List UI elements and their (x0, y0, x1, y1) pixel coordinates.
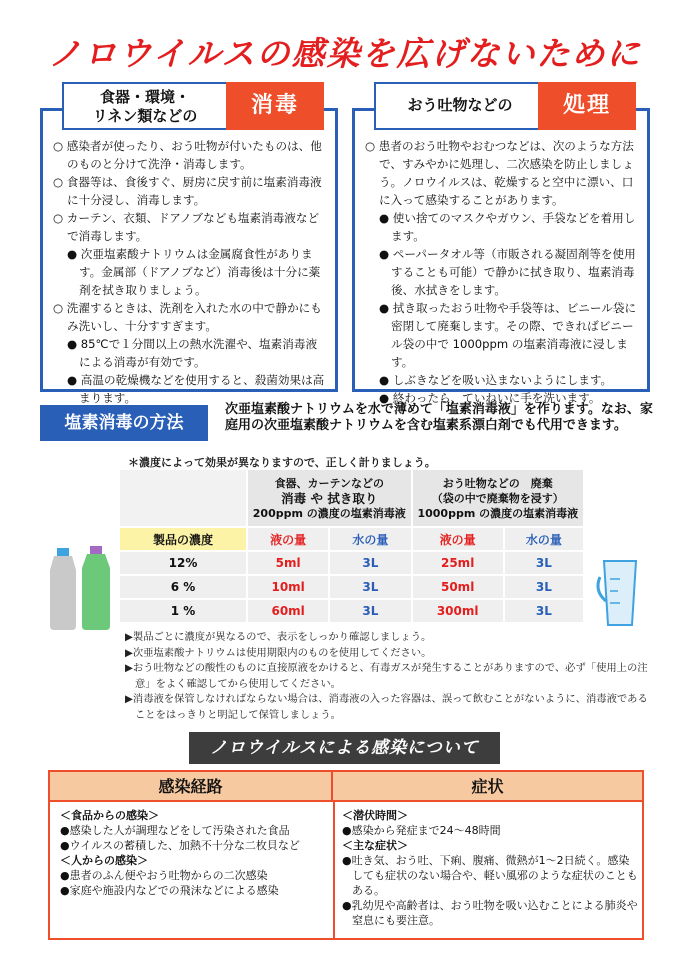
liquid-label-2: 液の量 (412, 527, 504, 551)
page-title: ノロウイルスの感染を広げないために (48, 34, 642, 73)
col1-line3: 200ppm の濃度の塩素消毒液 (252, 506, 406, 520)
col1-line2: 消毒 や 拭き取り (281, 490, 378, 506)
vomit-panel (352, 108, 650, 405)
col2-line1: おう吐物などの 廃棄 (442, 476, 553, 490)
vomit-list (355, 137, 647, 407)
bleach-bottle-green-icon (78, 546, 114, 630)
col2-line3: 1000ppm の濃度の塩素消毒液 (417, 506, 579, 520)
column-divider (333, 802, 335, 938)
vomit-item: ● 使い捨てのマスクやガウン、手袋などを着用します。 (379, 211, 636, 243)
caution-item: ▶製品ごとに濃度が異なるので、表示をしっかり確認しましょう。 (125, 631, 432, 643)
disinfection-item: ● 85℃で１分間以上の熱水洗濯や、塩素消毒液による消毒が有効です。 (67, 337, 318, 369)
caution-item: ▶次亜塩素酸ナトリウムは使用期限内のものを使用してください。 (125, 646, 432, 659)
conc-6: 6 % (119, 575, 247, 599)
disinfection-item: ○ 感染者が使ったり、おう吐物が付いたものは、他のものと分けて洗浄・消毒します。 (53, 139, 322, 171)
symptom-heading: ＜潜伏時間＞ (342, 809, 408, 822)
water-1-wipe: 3L (329, 599, 411, 623)
col1-line1: 食器、カーテンなどの (274, 476, 385, 490)
infection-title: ノロウイルスによる感染について (189, 732, 500, 764)
route-list (60, 808, 328, 898)
caution-item: ▶消毒液を保管しなければならない場合は、消毒液の入った容器は、誤って飲むことがないように、消毒液であることをはっきりと明記して保管しましょう。 (125, 693, 648, 721)
liquid-6-discard: 50ml (412, 575, 504, 599)
conc-1: 1 % (119, 599, 247, 623)
disinfection-item: ● 次亜塩素酸ナトリウムは金属腐食性があります。金属部（ドアノブなど）消毒後は十分に薬剤を拭き取りましょう。 (67, 247, 321, 297)
caution-list (125, 630, 655, 723)
disinfection-item: ○ 洗濯するときは、洗剤を入れた水の中で静かにもみ洗いし、十分すすぎます。 (53, 301, 322, 333)
liquid-1-wipe: 60ml (247, 599, 329, 623)
symptom-item: ●感染から発症まで24～48時間 (342, 824, 501, 837)
route-heading: ＜人からの感染＞ (60, 854, 148, 867)
disinfection-header (62, 82, 324, 130)
water-6-wipe: 3L (329, 575, 411, 599)
water-label-2: 水の量 (504, 527, 584, 551)
row-header-concentration: 製品の濃度 (119, 527, 247, 551)
water-12-discard: 3L (504, 551, 584, 575)
conc-12: 12% (119, 551, 247, 575)
disinfection-list (43, 137, 335, 407)
liquid-label-1: 液の量 (247, 527, 329, 551)
bleach-bottle-grey-icon (46, 548, 80, 630)
disinfection-panel (40, 108, 338, 405)
vomit-item: ● ペーパータオル等（市販される凝固剤等を使用することも可能）で静かに拭き取り、塩素消毒後、水拭きをします。 (379, 247, 636, 297)
caution-item: ▶おう吐物などの酸性のものに直接原液をかけると、有毒ガスが発生することがありますので、必ず「使用上の注意」をよく確認してから使用してください。 (125, 662, 648, 690)
symptom-header: 症状 (333, 772, 642, 802)
disinfection-item: ● 高温の乾燥機などを使用すると、殺菌効果は高まります。 (67, 373, 325, 405)
route-item: ●ウイルスの蓄積した、加熱不十分な二枚貝など (60, 839, 300, 852)
symptom-list (342, 808, 638, 928)
col-header-discard (412, 469, 584, 527)
route-item: ●感染した人が調理などをして汚染された食品 (60, 824, 290, 837)
disinfection-item: ○ 食器等は、食後すぐ、厨房に戻す前に塩素消毒液に十分浸し、消毒します。 (53, 175, 322, 207)
concentration-table (118, 468, 585, 624)
vomit-item: ● 終わったら、ていねいに手を洗います。 (379, 391, 601, 405)
route-header: 感染経路 (50, 772, 333, 802)
vomit-item: ● 拭き取ったおう吐物や手袋等は、ビニール袋に密閉して廃棄します。その際、できればビニール袋の中で 1000ppm の塩素消毒液に浸します。 (379, 301, 637, 369)
liquid-6-wipe: 10ml (247, 575, 329, 599)
col2-line2: （袋の中で廃棄物を浸す） (431, 491, 564, 505)
liquid-12-wipe: 5ml (247, 551, 329, 575)
vomit-item: ● しぶきなどを吸い込まないようにします。 (379, 373, 613, 387)
disinfection-item: ○ カーテン、衣類、ドアノブなども塩素消毒液などで消毒します。 (53, 211, 320, 243)
infection-table (48, 770, 644, 940)
method-note: ＊濃度によって効果が異なりますので、正しく計りましょう。 (128, 456, 436, 469)
disinfection-tag: 消毒 (226, 82, 324, 130)
route-heading: ＜食品からの感染＞ (60, 809, 159, 822)
symptom-heading: ＜主な症状＞ (342, 839, 408, 852)
col-header-wipe (247, 469, 412, 527)
method-description: 次亜塩素酸ナトリウムを水で薄めて「塩素消毒液」を作ります。なお、家庭用の次亜塩素酸ナトリウムを含む塩素系漂白剤でも代用できます。 (225, 402, 653, 433)
vomit-subtitle: おう吐物などの (407, 96, 513, 114)
method-title: 塩素消毒の方法 (40, 405, 208, 441)
water-6-discard: 3L (504, 575, 584, 599)
water-12-wipe: 3L (329, 551, 411, 575)
vomit-item: ○ 患者のおう吐物やおむつなどは、次のような方法で、すみやかに処理し、二次感染を防止しましょう。ノロウイルスは、乾燥すると空中に漂い、口に入って感染することがあります。 (365, 139, 634, 207)
water-label-1: 水の量 (329, 527, 411, 551)
liquid-12-discard: 25ml (412, 551, 504, 575)
disinfection-subtitle: 食器・環境・ リネン類などの (92, 88, 198, 125)
table-corner (119, 469, 247, 527)
liquid-1-discard: 300ml (412, 599, 504, 623)
route-item: ●患者のふん便やおう吐物からの二次感染 (60, 869, 268, 882)
symptom-item: ●吐き気、おう吐、下痢、腹痛、微熱が1～2日続く。感染しても症状のない場合や、軽い風邪のような症状のこともある。 (342, 854, 638, 897)
vomit-header (374, 82, 636, 130)
water-1-discard: 3L (504, 599, 584, 623)
route-item: ●家庭や施設内などでの飛沫などによる感染 (60, 884, 279, 897)
measuring-cup-icon (596, 555, 644, 629)
symptom-item: ●乳幼児や高齢者は、おう吐物を吸い込むことによる肺炎や窒息にも要注意。 (342, 899, 638, 927)
vomit-tag: 処理 (538, 82, 636, 130)
